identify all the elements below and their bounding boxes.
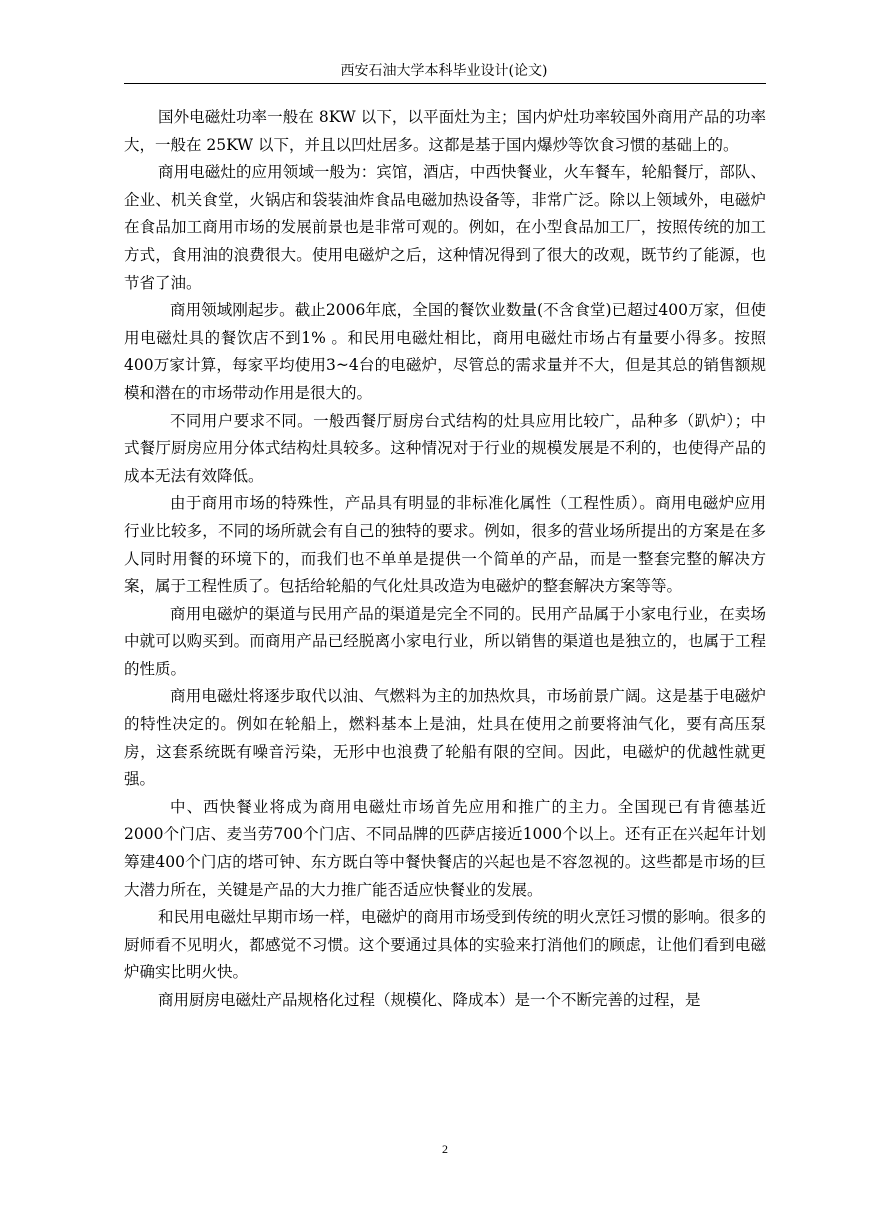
paragraph: 商用电磁灶的应用领域一般为：宾馆，酒店，中西快餐业，火车餐车，轮船餐厅，部队、企业、机关食堂，火锅店和袋装油炸食品电磁加热设备等，非常广泛。除以上领域外，电磁炉在食品加工商用市场的发展前景也是非常可观的。例如，在小型食品加工厂，按照传统的加工方式，食用油的浪费很大。使用电磁炉之后，这种情况得到了很大的改观，既节约了能源，也节省了油。 bbox=[124, 163, 766, 292]
paragraph: 商用电磁灶将逐步取代以油、气燃料为主的加热炊具，市场前景广阔。这是基于电磁炉的特性决定的。例如在轮船上，燃料基本上是油，灶具在使用之前要将油气化，要有高压泵房，这套系统既有噪音污染，无形中也浪费了轮船有限的空间。因此，电磁炉的优越性就更强。 bbox=[124, 687, 766, 789]
page-header: 西安石油大学本科毕业设计(论文) bbox=[340, 63, 548, 79]
header-divider bbox=[124, 83, 766, 84]
paragraph: 和民用电磁灶早期市场一样，电磁炉的商用市场受到传统的明火烹饪习惯的影响。很多的厨师看不见明火，都感觉不习惯。这个要通过具体的实验来打消他们的顾虑，让他们看到电磁炉确实比明火快。 bbox=[124, 908, 766, 982]
body-text bbox=[124, 104, 766, 1015]
page-number: 2 bbox=[442, 1142, 448, 1156]
paragraph: 中、西快餐业将成为商用电磁灶市场首先应用和推广的主力。全国现已有肯德基近2000个门店、麦当劳700个门店、不同品牌的匹萨店接近1000个以上。还有正在兴起年计划筹建400个门店的塔可钟、东方既白等中餐快餐店的兴起也是不容忽视的。这些都是市场的巨大潜力所在，关键是产品的大力推广能否适应快餐业的发展。 bbox=[124, 797, 766, 899]
paragraph: 商用领域刚起步。截止2006年底，全国的餐饮业数量(不含食堂)已超过400万家，但使用电磁灶具的餐饮店不到1% 。和民用电磁灶相比，商用电磁灶市场占有量要小得多。按照400万家计算，每家平均使用3~4台的电磁炉，尽管总的需求量并不大，但是其总的销售额规模和潜在的市场带动作用是很大的。 bbox=[124, 301, 766, 402]
paragraph: 国外电磁灶功率一般在 8KW 以下，以平面灶为主；国内炉灶功率较国外商用产品的功率大，一般在 25KW 以下，并且以凹灶居多。这都是基于国内爆炒等饮食习惯的基础上的。 bbox=[124, 108, 766, 154]
paragraph: 不同用户要求不同。一般西餐厅厨房台式结构的灶具应用比较广，品种多（趴炉）；中式餐厅厨房应用分体式结构灶具较多。这种情况对于行业的规模发展是不利的，也使得产品的成本无法有效降低。 bbox=[124, 411, 766, 485]
paragraph: 商用电磁炉的渠道与民用产品的渠道是完全不同的。民用产品属于小家电行业，在卖场中就可以购买到。而商用产品已经脱离小家电行业，所以销售的渠道也是独立的，也属于工程的性质。 bbox=[124, 604, 766, 678]
paragraph: 商用厨房电磁灶产品规格化过程（规模化、降成本）是一个不断完善的过程，是 bbox=[158, 991, 701, 1009]
paragraph: 由于商用市场的特殊性，产品具有明显的非标准化属性（工程性质）。商用电磁炉应用行业比较多，不同的场所就会有自己的独特的要求。例如，很多的营业场所提出的方案是在多人同时用餐的环境下的，而我们也不单单是提供一个简单的产品，而是一整套完整的解决方案，属于工程性质了。包括给轮船的气化灶具改造为电磁炉的整套解决方案等等。 bbox=[124, 494, 766, 596]
